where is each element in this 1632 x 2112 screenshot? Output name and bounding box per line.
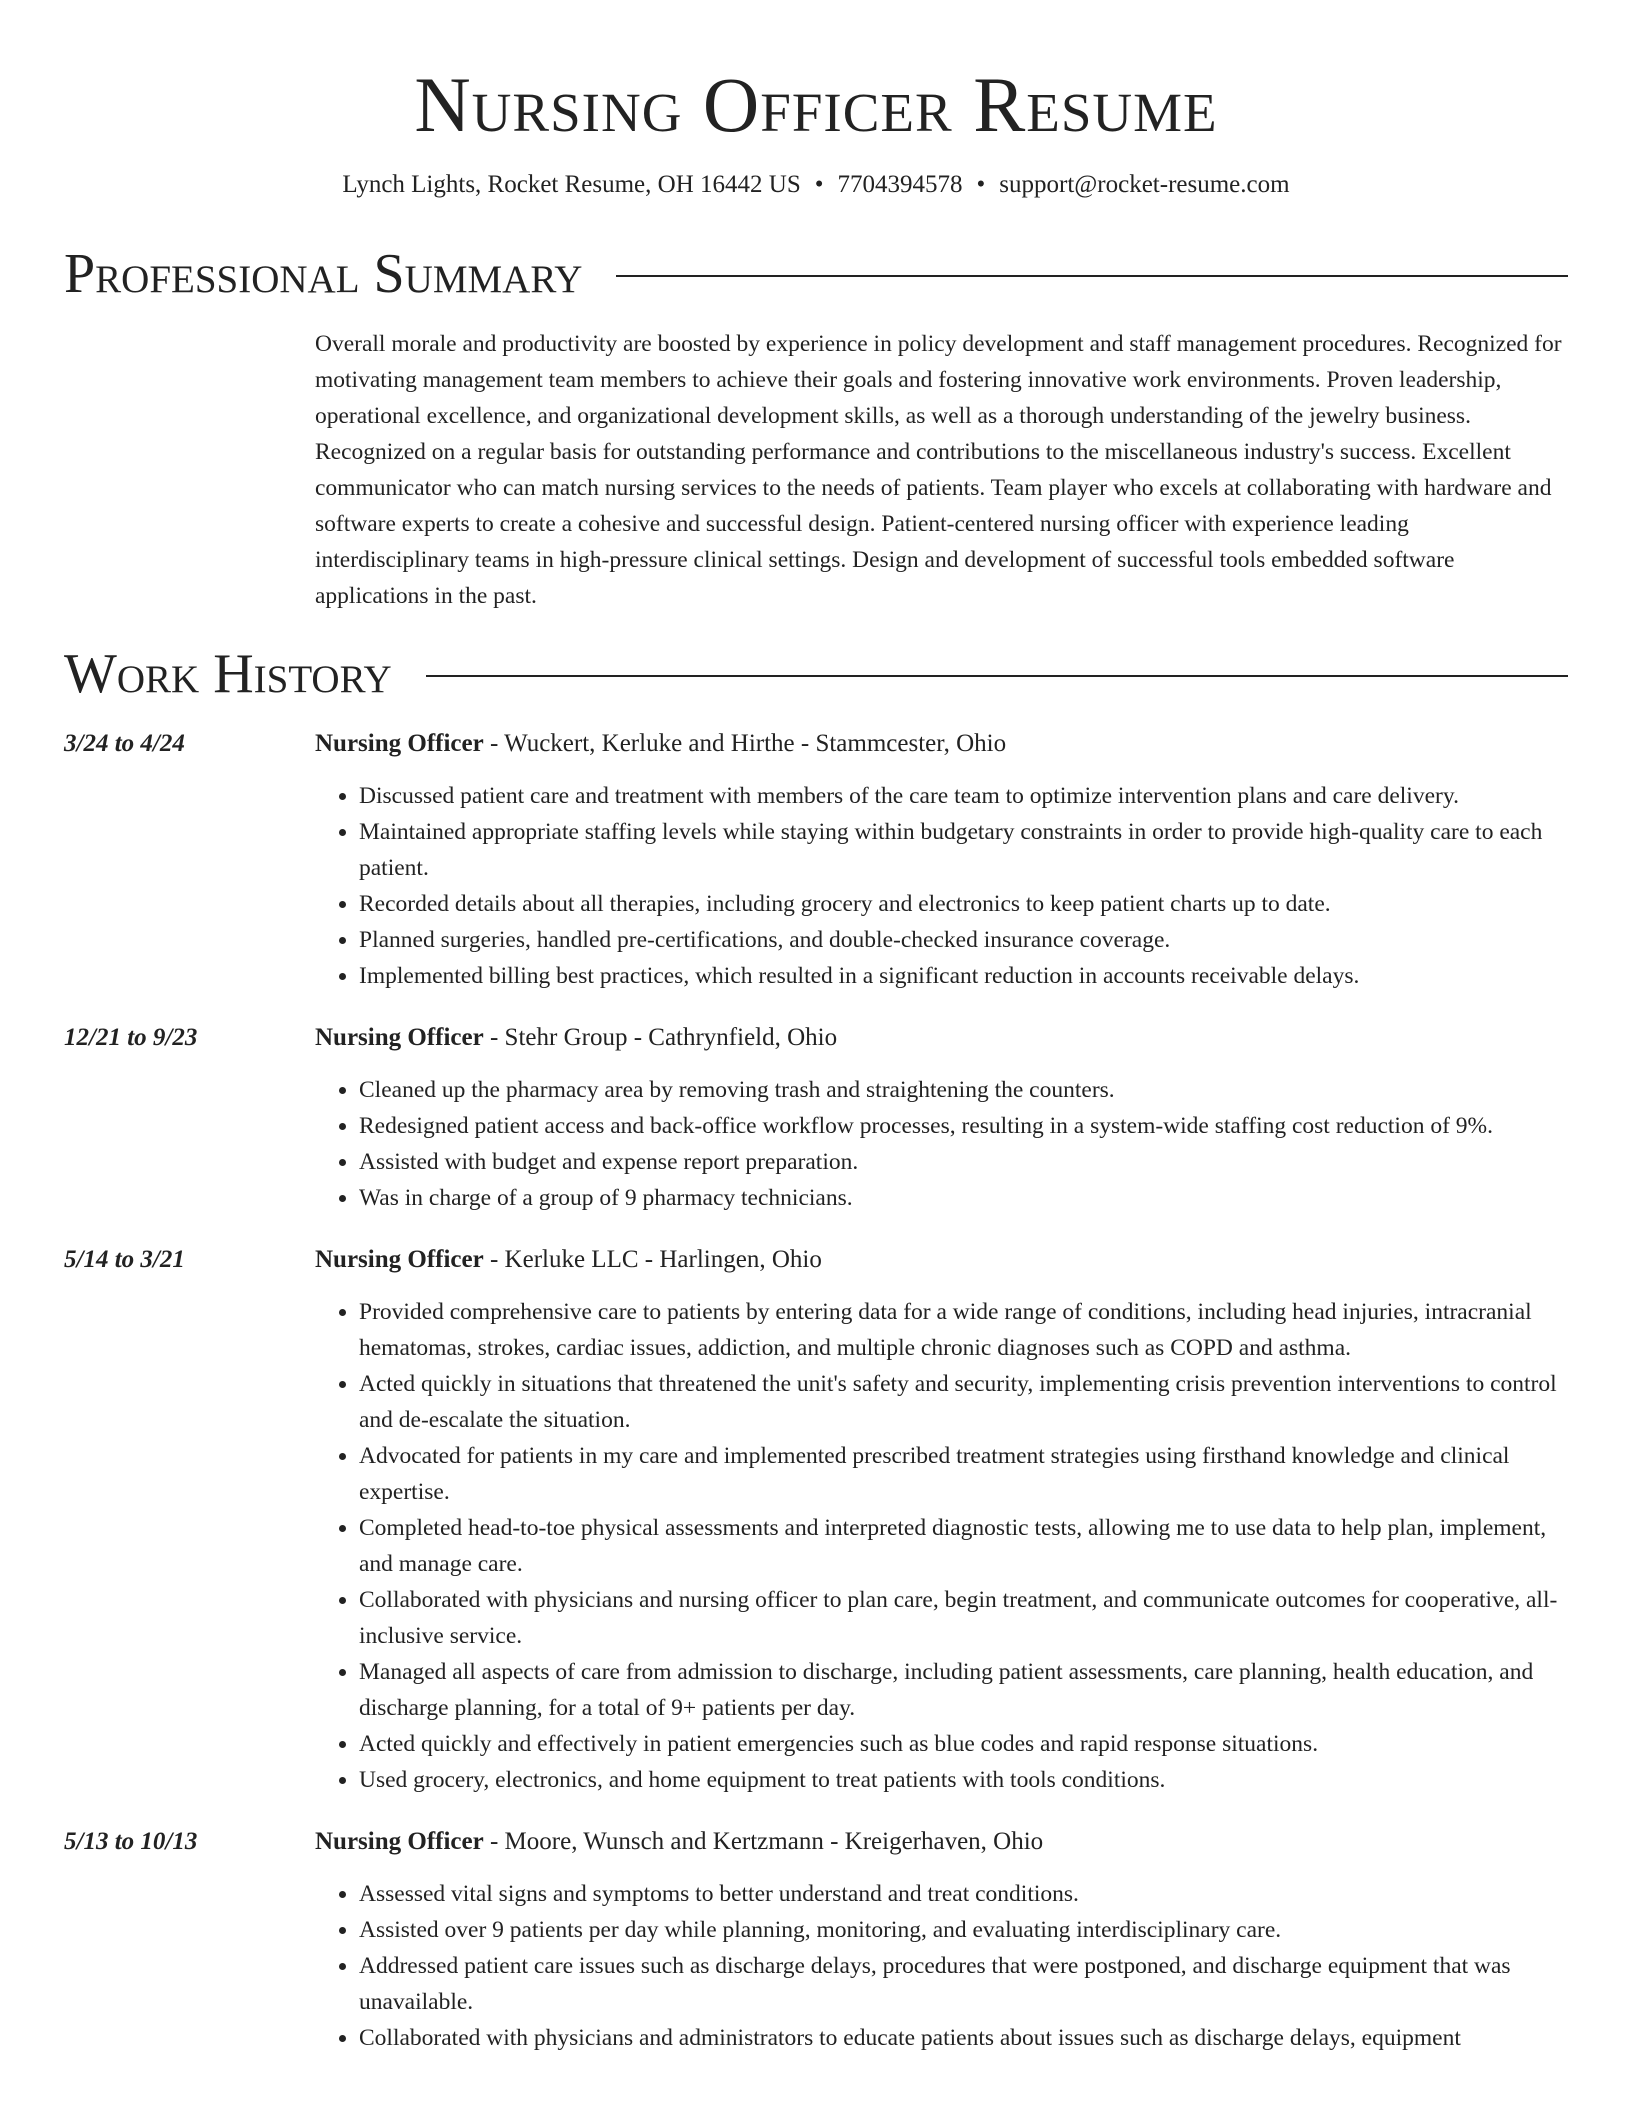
job-bullet-list	[315, 778, 1568, 994]
job-body	[315, 1020, 1568, 1216]
job-title-line	[315, 1020, 1568, 1056]
job-bullet-list	[315, 1072, 1568, 1216]
contact-line	[64, 168, 1568, 202]
resume-title: Nursing Officer Resume	[414, 61, 1218, 148]
job-title-line	[315, 1242, 1568, 1278]
work-history-list	[64, 726, 1568, 2056]
job-title-line	[315, 726, 1568, 762]
work-section-header	[64, 644, 1568, 704]
separator-dot: •	[814, 171, 824, 198]
job-bullet: • Recorded details about all therapies, including grocery and electronics to keep patient charts up to date.	[359, 886, 1568, 922]
job-entry	[64, 1020, 1568, 1216]
job-bullet: • Collaborated with physicians and nursing officer to plan care, begin treatment, and communicate outcomes for cooperative, all-inclusive service.	[359, 1582, 1568, 1654]
summary-section-header	[64, 244, 1568, 304]
section-divider	[426, 675, 1568, 677]
job-employer-location: - Moore, Wunsch and Kertzmann - Kreigerhaven, Ohio	[483, 1828, 1044, 1855]
section-title-summary: Professional Summary	[64, 243, 583, 305]
job-entry	[64, 726, 1568, 994]
separator-dot: •	[976, 171, 986, 198]
job-bullet: • Advocated for patients in my care and implemented prescribed treatment strategies using firsthand knowledge and clinical expertise.	[359, 1438, 1568, 1510]
job-title-line	[315, 1824, 1568, 1860]
job-bullet: • Was in charge of a group of 9 pharmacy technicians.	[359, 1180, 1568, 1216]
job-entry	[64, 1242, 1568, 1798]
job-bullet: • Managed all aspects of care from admission to discharge, including patient assessments, care planning, health education, and discharge planning, for a total of 9+ patients per day.	[359, 1654, 1568, 1726]
job-employer-location: - Wuckert, Kerluke and Hirthe - Stammcester, Ohio	[483, 730, 1007, 757]
job-bullet: • Collaborated with physicians and administrators to educate patients about issues such as discharge delays, equipment	[359, 2020, 1568, 2056]
phone: 7704394578	[837, 171, 963, 198]
job-entry	[64, 1824, 1568, 2056]
job-role: Nursing Officer	[315, 1246, 484, 1273]
job-bullet: • Redesigned patient access and back-office workflow processes, resulting in a system-wide staffing cost reduction of 9%.	[359, 1108, 1568, 1144]
job-role: Nursing Officer	[315, 1828, 484, 1855]
job-bullet: • Discussed patient care and treatment with members of the care team to optimize intervention plans and care delivery.	[359, 778, 1568, 814]
resume-page	[64, 0, 1568, 2056]
address: Lynch Lights, Rocket Resume, OH 16442 US	[342, 171, 801, 198]
job-bullet: • Completed head-to-toe physical assessments and interpreted diagnostic tests, allowing me to use data to help plan, implement, and manage care.	[359, 1510, 1568, 1582]
job-dates: 12/21 to 9/23	[64, 1024, 198, 1051]
email: support@rocket-resume.com	[999, 171, 1290, 198]
section-title-work: Work History	[64, 643, 392, 705]
job-bullet-list	[315, 1294, 1568, 1798]
summary-text: Overall morale and productivity are boosted by experience in policy development and staff management procedures. Recognized for motivating management team members to achieve their goals and fostering innovative work environments. Proven leadership, operational excellence, and organizational development skills, as well as a thorough understanding of the jewelry business. Recognized on a regular basis for outstanding performance and contributions to the miscellaneous industry's success. Excellent communicator who can match nursing services to the needs of patients. Team player who excels at collaborating with hardware and software experts to create a cohesive and successful design. Patient-centered nursing officer with experience leading interdisciplinary teams in high-pressure clinical settings. Design and development of successful tools embedded software applications in the past.	[315, 331, 1562, 609]
job-bullet: • Assessed vital signs and symptoms to better understand and treat conditions.	[359, 1876, 1568, 1912]
job-body	[315, 726, 1568, 994]
section-divider	[616, 275, 1568, 277]
job-body	[315, 1242, 1568, 1798]
job-bullet: • Cleaned up the pharmacy area by removing trash and straightening the counters.	[359, 1072, 1568, 1108]
job-bullet: • Acted quickly and effectively in patient emergencies such as blue codes and rapid response situations.	[359, 1726, 1568, 1762]
job-bullet: • Assisted over 9 patients per day while planning, monitoring, and evaluating interdisciplinary care.	[359, 1912, 1568, 1948]
job-role: Nursing Officer	[315, 730, 484, 757]
job-bullet: • Planned surgeries, handled pre-certifications, and double-checked insurance coverage.	[359, 922, 1568, 958]
job-bullet: • Assisted with budget and expense report preparation.	[359, 1144, 1568, 1180]
job-dates: 5/13 to 10/13	[64, 1828, 198, 1855]
job-employer-location: - Stehr Group - Cathrynfield, Ohio	[483, 1024, 838, 1051]
job-bullet: • Addressed patient care issues such as discharge delays, procedures that were postponed, and discharge equipment that was unavailable.	[359, 1948, 1568, 2020]
job-bullet: • Acted quickly in situations that threatened the unit's safety and security, implementing crisis prevention interventions to control and de-escalate the situation.	[359, 1366, 1568, 1438]
job-bullet: • Maintained appropriate staffing levels while staying within budgetary constraints in order to provide high-quality care to each patient.	[359, 814, 1568, 886]
job-role: Nursing Officer	[315, 1024, 484, 1051]
job-dates: 3/24 to 4/24	[64, 730, 185, 757]
job-employer-location: - Kerluke LLC - Harlingen, Ohio	[483, 1246, 822, 1273]
job-body	[315, 1824, 1568, 2056]
job-bullet: • Used grocery, electronics, and home equipment to treat patients with tools conditions.	[359, 1762, 1568, 1798]
job-dates: 5/14 to 3/21	[64, 1246, 185, 1273]
job-bullet-list	[315, 1876, 1568, 2056]
job-bullet: • Implemented billing best practices, which resulted in a significant reduction in accounts receivable delays.	[359, 958, 1568, 994]
job-bullet: • Provided comprehensive care to patients by entering data for a wide range of conditions, including head injuries, intracranial hematomas, strokes, cardiac issues, addiction, and multiple chronic diagnoses such as COPD and asthma.	[359, 1294, 1568, 1366]
